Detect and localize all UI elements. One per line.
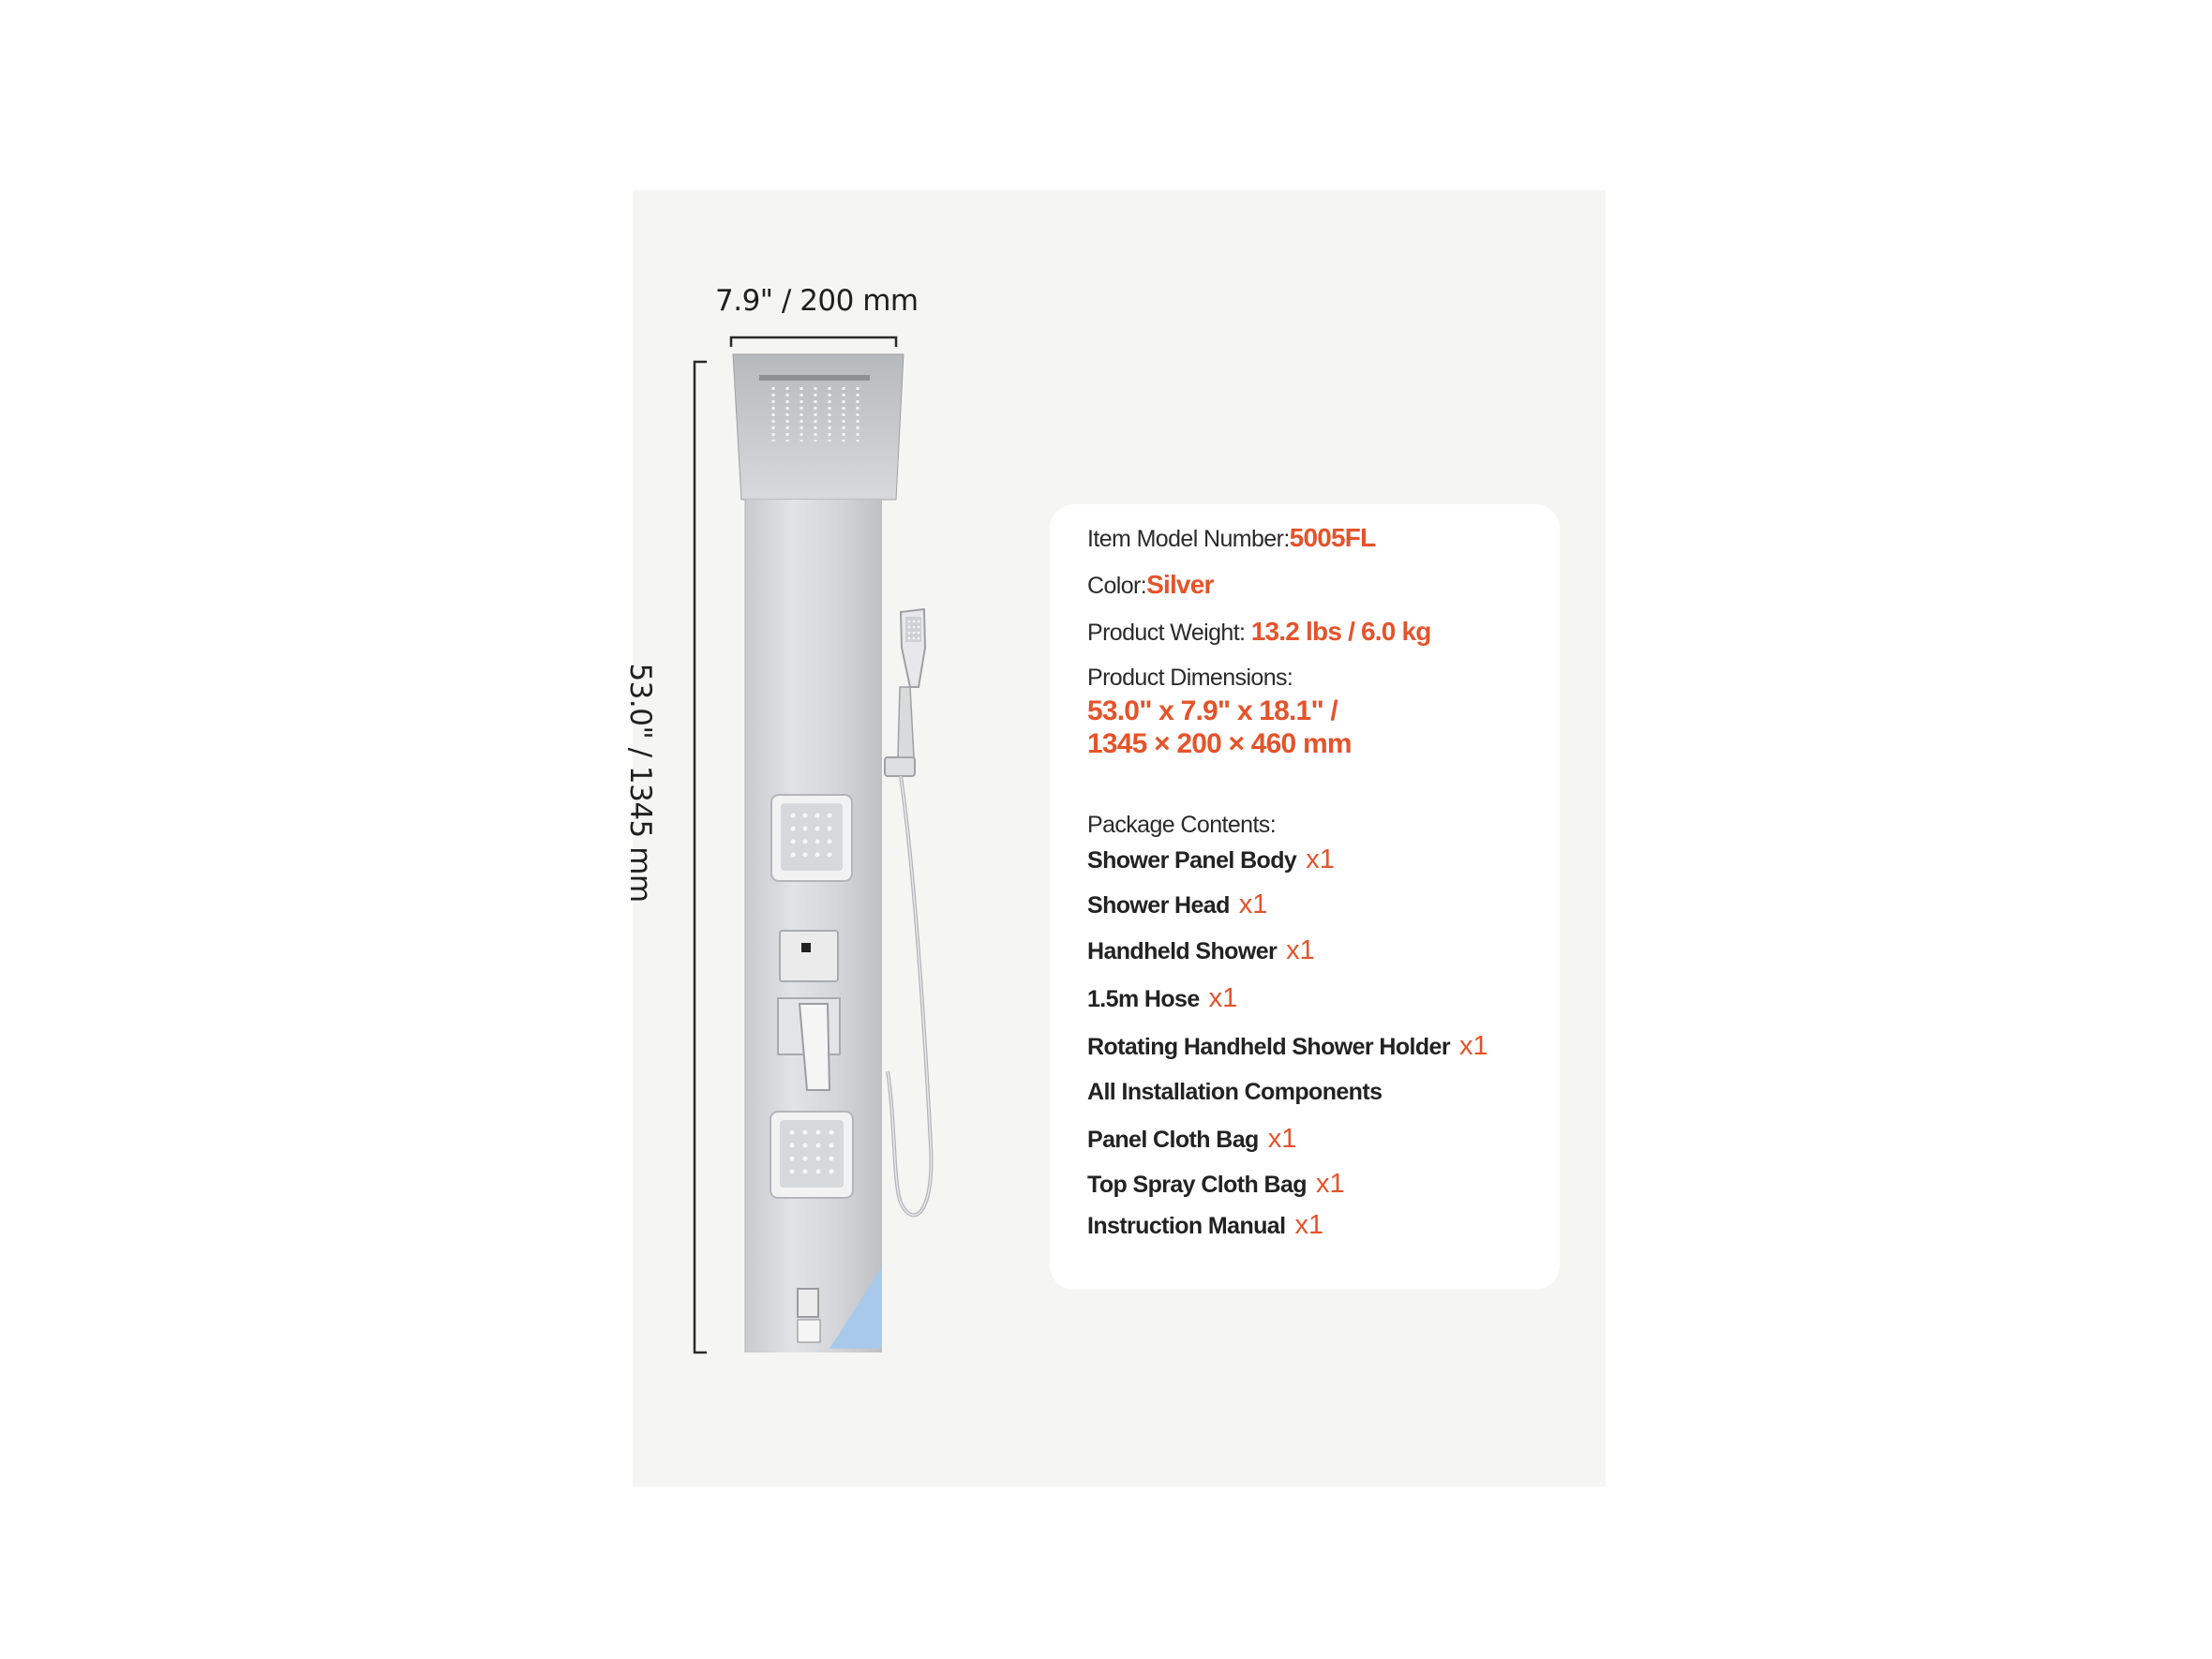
package-item-name: All Installation Components: [1087, 1079, 1382, 1105]
model-number-value: 5005FL: [1289, 523, 1376, 552]
package-item-qty: x1: [1315, 1169, 1345, 1199]
package-item-qty: x1: [1238, 889, 1268, 919]
package-item-name: Shower Head: [1087, 892, 1230, 919]
width-dimension-label: 7.9" / 200 mm: [715, 284, 919, 318]
product-infographic: [623, 190, 1606, 1487]
specifications-card: [1050, 504, 1560, 1290]
tub-spout: [798, 1289, 818, 1317]
weight-label: Product Weight:: [1087, 620, 1251, 646]
package-item: [1087, 889, 1267, 920]
package-item-name: Top Spray Cloth Bag: [1087, 1172, 1307, 1198]
package-item: [1087, 1169, 1345, 1200]
package-item-qty: x1: [1458, 1031, 1488, 1061]
handheld-shower: [901, 609, 925, 687]
width-bracket: [731, 337, 896, 347]
height-dimension-label: 53.0" / 1345 mm: [623, 663, 657, 903]
package-item-name: Rotating Handheld Shower Holder: [1087, 1034, 1450, 1060]
package-item-name: 1.5m Hose: [1087, 986, 1200, 1012]
package-item: [1087, 983, 1237, 1014]
package-item: [1087, 1079, 1382, 1106]
panel-body: [745, 500, 882, 1353]
rain-nozzles: [773, 387, 858, 441]
dimensions-label: Product Dimensions:: [1087, 665, 1293, 691]
product-illustration: [623, 190, 970, 1487]
package-item: [1087, 844, 1335, 875]
shower-holder: [885, 687, 915, 776]
color-row: [1087, 570, 1214, 600]
lower-body-jet: [770, 1112, 853, 1198]
diverter-knob: [780, 931, 838, 981]
package-item-qty: x1: [1294, 1210, 1324, 1240]
height-bracket: [695, 362, 707, 1353]
package-item-name: Shower Panel Body: [1087, 847, 1297, 874]
shower-panel-image: [633, 190, 970, 1487]
package-item-name: Handheld Shower: [1087, 938, 1278, 964]
package-item: [1087, 1210, 1323, 1241]
weight-value: 13.2 lbs / 6.0 kg: [1250, 617, 1431, 646]
model-number-label: Item Model Number:: [1087, 526, 1290, 552]
package-item: [1087, 1124, 1296, 1155]
dimensions-value-metric: 1345 × 200 × 460 mm: [1087, 728, 1352, 759]
package-item: [1087, 1031, 1488, 1062]
weight-row: [1087, 617, 1431, 647]
color-label: Color:: [1087, 573, 1147, 599]
upper-body-jet: [771, 795, 852, 881]
package-item: [1087, 935, 1315, 966]
package-item-qty: x1: [1267, 1124, 1297, 1154]
package-item-qty: x1: [1306, 844, 1335, 874]
model-number-row: [1087, 523, 1375, 553]
package-item-name: Panel Cloth Bag: [1087, 1127, 1259, 1153]
color-value: Silver: [1146, 570, 1214, 599]
package-item-qty: x1: [1286, 935, 1315, 965]
package-item-name: Instruction Manual: [1087, 1213, 1286, 1239]
package-contents-heading: Package Contents:: [1087, 812, 1277, 838]
dimensions-value-imperial: 53.0" x 7.9" x 18.1" /: [1087, 695, 1338, 726]
package-item-qty: x1: [1208, 983, 1238, 1013]
